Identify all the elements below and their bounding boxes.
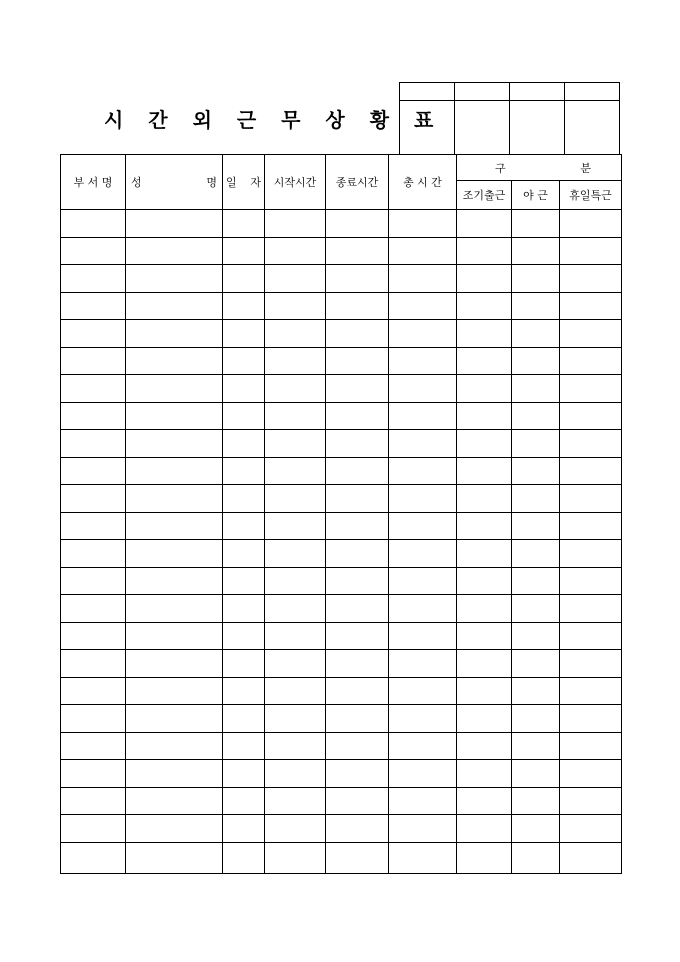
cell-start-time[interactable] [265,265,326,293]
cell-name[interactable] [126,402,223,430]
cell-night[interactable] [512,512,560,540]
cell-dept[interactable] [61,292,126,320]
cell-night[interactable] [512,210,560,238]
cell-end-time[interactable] [326,567,389,595]
cell-night[interactable] [512,430,560,458]
cell-dept[interactable] [61,677,126,705]
cell-dept[interactable] [61,375,126,403]
cell-holiday[interactable] [560,457,622,485]
cell-night[interactable] [512,457,560,485]
cell-name[interactable] [126,567,223,595]
cell-start-time[interactable] [265,320,326,348]
cell-start-time[interactable] [265,842,326,873]
cell-date[interactable] [223,265,265,293]
cell-date[interactable] [223,485,265,513]
cell-night[interactable] [512,347,560,375]
cell-holiday[interactable] [560,732,622,760]
cell-total-time[interactable] [389,237,457,265]
cell-date[interactable] [223,815,265,843]
table-row [61,760,622,788]
table-row [61,485,622,513]
cell-name[interactable] [126,292,223,320]
cell-name[interactable] [126,347,223,375]
table-row [61,540,622,568]
approval-header-cell [455,83,510,101]
cell-name[interactable] [126,265,223,293]
cell-total-time[interactable] [389,732,457,760]
table-row [61,622,622,650]
cell-start-time[interactable] [265,787,326,815]
cell-dept[interactable] [61,622,126,650]
header-night: 야 근 [512,181,560,210]
cell-holiday[interactable] [560,787,622,815]
cell-name[interactable] [126,485,223,513]
cell-holiday[interactable] [560,375,622,403]
cell-dept[interactable] [61,842,126,873]
cell-holiday[interactable] [560,815,622,843]
approval-sign-cell[interactable] [455,101,510,155]
cell-end-time[interactable] [326,595,389,623]
cell-end-time[interactable] [326,787,389,815]
cell-holiday[interactable] [560,402,622,430]
cell-dept[interactable] [61,402,126,430]
cell-date[interactable] [223,567,265,595]
cell-start-time[interactable] [265,622,326,650]
cell-early[interactable] [457,595,512,623]
cell-total-time[interactable] [389,292,457,320]
table-row [61,595,622,623]
cell-end-time[interactable] [326,842,389,873]
approval-sign-cell[interactable] [400,101,455,155]
approval-sign-cell[interactable] [510,101,565,155]
cell-dept[interactable] [61,210,126,238]
cell-night[interactable] [512,265,560,293]
cell-start-time[interactable] [265,705,326,733]
approval-header-cell [510,83,565,101]
cell-total-time[interactable] [389,815,457,843]
cell-night[interactable] [512,595,560,623]
cell-name[interactable] [126,512,223,540]
table-row [61,210,622,238]
cell-early[interactable] [457,457,512,485]
table-row [61,732,622,760]
overtime-table [60,154,622,874]
cell-start-time[interactable] [265,595,326,623]
cell-night[interactable] [512,842,560,873]
cell-start-time[interactable] [265,732,326,760]
cell-end-time[interactable] [326,347,389,375]
cell-total-time[interactable] [389,567,457,595]
cell-start-time[interactable] [265,292,326,320]
cell-dept[interactable] [61,265,126,293]
cell-name[interactable] [126,732,223,760]
cell-dept[interactable] [61,237,126,265]
cell-early[interactable] [457,485,512,513]
cell-holiday[interactable] [560,237,622,265]
cell-holiday[interactable] [560,485,622,513]
cell-date[interactable] [223,210,265,238]
cell-name[interactable] [126,815,223,843]
cell-total-time[interactable] [389,457,457,485]
cell-early[interactable] [457,705,512,733]
cell-date[interactable] [223,457,265,485]
cell-date[interactable] [223,787,265,815]
cell-early[interactable] [457,402,512,430]
cell-end-time[interactable] [326,622,389,650]
cell-name[interactable] [126,375,223,403]
cell-date[interactable] [223,430,265,458]
cell-night[interactable] [512,732,560,760]
cell-end-time[interactable] [326,650,389,678]
cell-holiday[interactable] [560,265,622,293]
cell-end-time[interactable] [326,292,389,320]
table-row [61,320,622,348]
cell-total-time[interactable] [389,512,457,540]
cell-holiday[interactable] [560,430,622,458]
header-name: 성 명 [126,155,223,210]
cell-total-time[interactable] [389,760,457,788]
table-row [61,430,622,458]
cell-holiday[interactable] [560,760,622,788]
cell-night[interactable] [512,815,560,843]
cell-total-time[interactable] [389,787,457,815]
cell-date[interactable] [223,237,265,265]
header-dept: 부 서 명 [61,155,126,210]
cell-early[interactable] [457,320,512,348]
header-early: 조기출근 [457,181,512,210]
cell-holiday[interactable] [560,347,622,375]
cell-holiday[interactable] [560,320,622,348]
cell-total-time[interactable] [389,622,457,650]
cell-start-time[interactable] [265,815,326,843]
cell-end-time[interactable] [326,265,389,293]
cell-end-time[interactable] [326,375,389,403]
cell-early[interactable] [457,677,512,705]
cell-dept[interactable] [61,732,126,760]
cell-name[interactable] [126,595,223,623]
cell-night[interactable] [512,622,560,650]
cell-end-time[interactable] [326,540,389,568]
cell-date[interactable] [223,512,265,540]
cell-dept[interactable] [61,512,126,540]
cell-end-time[interactable] [326,760,389,788]
cell-dept[interactable] [61,457,126,485]
cell-total-time[interactable] [389,677,457,705]
cell-start-time[interactable] [265,210,326,238]
cell-date[interactable] [223,842,265,873]
cell-total-time[interactable] [389,347,457,375]
table-row [61,567,622,595]
cell-early[interactable] [457,430,512,458]
cell-name[interactable] [126,787,223,815]
cell-night[interactable] [512,760,560,788]
cell-name[interactable] [126,842,223,873]
cell-start-time[interactable] [265,457,326,485]
cell-dept[interactable] [61,485,126,513]
approval-header-cell [565,83,620,101]
cell-name[interactable] [126,540,223,568]
cell-date[interactable] [223,375,265,403]
cell-name[interactable] [126,760,223,788]
table-row [61,815,622,843]
cell-night[interactable] [512,677,560,705]
cell-name[interactable] [126,210,223,238]
cell-night[interactable] [512,650,560,678]
cell-night[interactable] [512,237,560,265]
cell-early[interactable] [457,375,512,403]
cell-name[interactable] [126,705,223,733]
cell-night[interactable] [512,402,560,430]
cell-end-time[interactable] [326,485,389,513]
cell-name[interactable] [126,457,223,485]
cell-date[interactable] [223,540,265,568]
cell-end-time[interactable] [326,430,389,458]
cell-name[interactable] [126,320,223,348]
cell-holiday[interactable] [560,210,622,238]
cell-dept[interactable] [61,705,126,733]
cell-dept[interactable] [61,787,126,815]
cell-date[interactable] [223,320,265,348]
table-row [61,842,622,873]
cell-start-time[interactable] [265,402,326,430]
cell-holiday[interactable] [560,677,622,705]
cell-early[interactable] [457,622,512,650]
cell-end-time[interactable] [326,512,389,540]
table-row [61,457,622,485]
cell-total-time[interactable] [389,485,457,513]
table-row [61,265,622,293]
cell-total-time[interactable] [389,430,457,458]
table-row [61,787,622,815]
cell-name[interactable] [126,430,223,458]
cell-total-time[interactable] [389,320,457,348]
cell-name[interactable] [126,237,223,265]
cell-early[interactable] [457,732,512,760]
cell-start-time[interactable] [265,760,326,788]
cell-holiday[interactable] [560,650,622,678]
cell-early[interactable] [457,512,512,540]
header-category: 구 분 [457,155,622,181]
cell-total-time[interactable] [389,210,457,238]
cell-start-time[interactable] [265,430,326,458]
cell-early[interactable] [457,650,512,678]
header-date: 일 자 [223,155,265,210]
cell-end-time[interactable] [326,457,389,485]
cell-early[interactable] [457,567,512,595]
cell-holiday[interactable] [560,595,622,623]
cell-date[interactable] [223,402,265,430]
approval-header-cell [400,83,455,101]
cell-end-time[interactable] [326,237,389,265]
cell-start-time[interactable] [265,237,326,265]
cell-date[interactable] [223,677,265,705]
cell-holiday[interactable] [560,512,622,540]
cell-name[interactable] [126,622,223,650]
cell-date[interactable] [223,622,265,650]
cell-name[interactable] [126,677,223,705]
approval-box [399,82,620,155]
cell-start-time[interactable] [265,512,326,540]
cell-night[interactable] [512,485,560,513]
cell-date[interactable] [223,595,265,623]
cell-night[interactable] [512,705,560,733]
cell-early[interactable] [457,210,512,238]
cell-end-time[interactable] [326,402,389,430]
cell-night[interactable] [512,540,560,568]
table-row [61,512,622,540]
cell-total-time[interactable] [389,402,457,430]
cell-night[interactable] [512,787,560,815]
cell-early[interactable] [457,237,512,265]
cell-early[interactable] [457,265,512,293]
table-row [61,705,622,733]
cell-date[interactable] [223,705,265,733]
cell-start-time[interactable] [265,347,326,375]
cell-date[interactable] [223,760,265,788]
cell-night[interactable] [512,567,560,595]
cell-end-time[interactable] [326,320,389,348]
cell-start-time[interactable] [265,485,326,513]
cell-holiday[interactable] [560,842,622,873]
cell-dept[interactable] [61,760,126,788]
cell-date[interactable] [223,347,265,375]
cell-total-time[interactable] [389,375,457,403]
table-row [61,375,622,403]
table-row [61,402,622,430]
cell-start-time[interactable] [265,540,326,568]
cell-early[interactable] [457,347,512,375]
cell-end-time[interactable] [326,705,389,733]
cell-dept[interactable] [61,540,126,568]
cell-end-time[interactable] [326,677,389,705]
cell-total-time[interactable] [389,842,457,873]
cell-total-time[interactable] [389,540,457,568]
cell-total-time[interactable] [389,595,457,623]
approval-sign-cell[interactable] [565,101,620,155]
header-end-time: 종료시간 [326,155,389,210]
cell-start-time[interactable] [265,677,326,705]
cell-night[interactable] [512,375,560,403]
cell-holiday[interactable] [560,705,622,733]
cell-holiday[interactable] [560,567,622,595]
cell-start-time[interactable] [265,567,326,595]
cell-total-time[interactable] [389,650,457,678]
cell-early[interactable] [457,787,512,815]
cell-early[interactable] [457,292,512,320]
table-row [61,677,622,705]
cell-dept[interactable] [61,595,126,623]
header-total-time: 총 시 간 [389,155,457,210]
cell-date[interactable] [223,292,265,320]
cell-date[interactable] [223,732,265,760]
cell-early[interactable] [457,760,512,788]
cell-dept[interactable] [61,567,126,595]
table-row [61,237,622,265]
cell-end-time[interactable] [326,210,389,238]
header-holiday: 휴일특근 [560,181,622,210]
cell-dept[interactable] [61,430,126,458]
cell-end-time[interactable] [326,732,389,760]
table-row [61,292,622,320]
cell-name[interactable] [126,650,223,678]
cell-early[interactable] [457,815,512,843]
cell-night[interactable] [512,320,560,348]
cell-holiday[interactable] [560,540,622,568]
cell-night[interactable] [512,292,560,320]
table-row [61,347,622,375]
cell-date[interactable] [223,650,265,678]
document-title: 시 간 외 근 무 상 황 표 [104,108,443,132]
cell-dept[interactable] [61,347,126,375]
header-start-time: 시작시간 [265,155,326,210]
cell-holiday[interactable] [560,622,622,650]
cell-dept[interactable] [61,320,126,348]
cell-early[interactable] [457,842,512,873]
cell-start-time[interactable] [265,650,326,678]
cell-end-time[interactable] [326,815,389,843]
cell-early[interactable] [457,540,512,568]
cell-holiday[interactable] [560,292,622,320]
cell-start-time[interactable] [265,375,326,403]
table-row [61,650,622,678]
cell-total-time[interactable] [389,705,457,733]
cell-dept[interactable] [61,815,126,843]
cell-dept[interactable] [61,650,126,678]
cell-total-time[interactable] [389,265,457,293]
